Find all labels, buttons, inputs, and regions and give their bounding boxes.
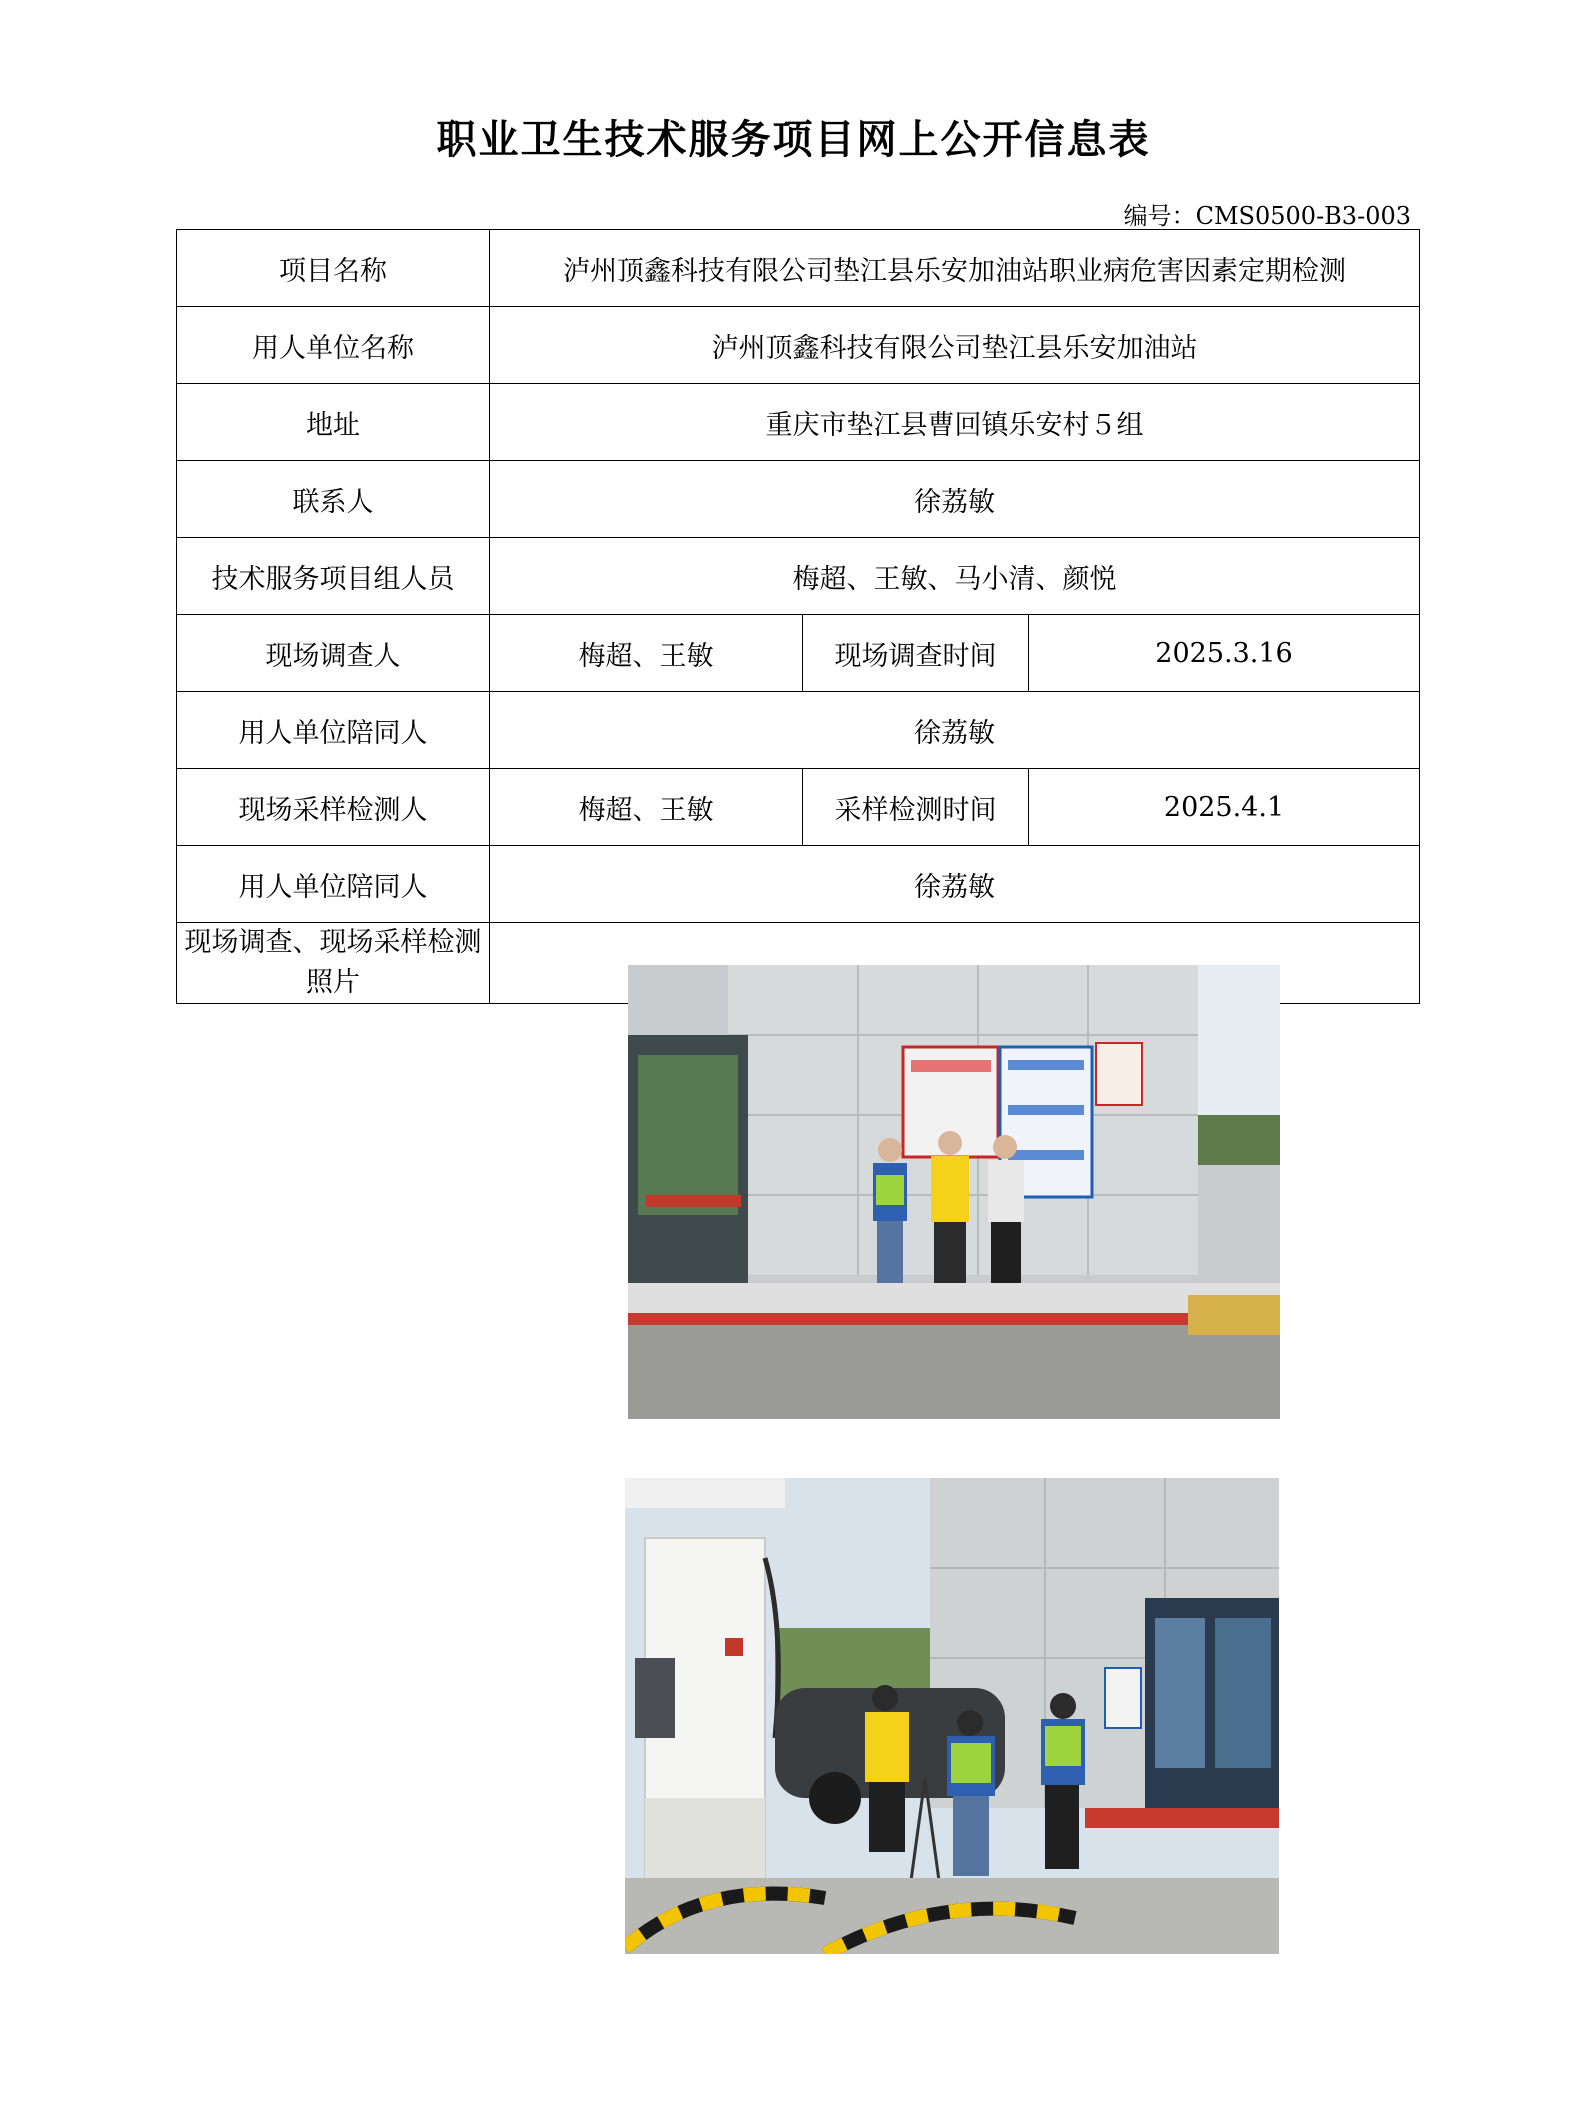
team-label: 技术服务项目组人员 [177, 538, 490, 615]
site-survey-photo [628, 965, 1280, 1419]
row-sampling [177, 769, 1420, 846]
photos-cell [490, 923, 1420, 1004]
row-sampling-escort [177, 846, 1420, 923]
sampling-time-label: 采样检测时间 [803, 769, 1029, 846]
sampling-time-value: 2025.4.1 [1029, 769, 1420, 846]
document-number: 编号：CMS0500-B3-003 [1123, 202, 1411, 230]
photos-label: 现场调查、现场采样检测照片 [177, 923, 490, 1004]
sampling-label: 现场采样检测人 [177, 769, 490, 846]
employer-label: 用人单位名称 [177, 307, 490, 384]
survey-escort-value: 徐荔敏 [490, 692, 1420, 769]
row-survey-escort [177, 692, 1420, 769]
survey-value: 梅超、王敏 [490, 615, 803, 692]
row-survey [177, 615, 1420, 692]
address-label: 地址 [177, 384, 490, 461]
survey-label: 现场调查人 [177, 615, 490, 692]
survey-escort-label: 用人单位陪同人 [177, 692, 490, 769]
row-project-name [177, 230, 1420, 307]
row-team [177, 538, 1420, 615]
survey-time-value: 2025.3.16 [1029, 615, 1420, 692]
survey-time-label: 现场调查时间 [803, 615, 1029, 692]
sampling-value: 梅超、王敏 [490, 769, 803, 846]
sampling-escort-value: 徐荔敏 [490, 846, 1420, 923]
row-contact [177, 461, 1420, 538]
contact-label: 联系人 [177, 461, 490, 538]
employer-value: 泸州顶鑫科技有限公司垫江县乐安加油站 [490, 307, 1420, 384]
project-name-label: 项目名称 [177, 230, 490, 307]
project-name-value: 泸州顶鑫科技有限公司垫江县乐安加油站职业病危害因素定期检测 [490, 230, 1420, 307]
address-value: 重庆市垫江县曹回镇乐安村５组 [490, 384, 1420, 461]
sampling-escort-label: 用人单位陪同人 [177, 846, 490, 923]
page-title: 职业卫生技术服务项目网上公开信息表 [436, 117, 1151, 163]
team-value: 梅超、王敏、马小清、颜悦 [490, 538, 1420, 615]
contact-value: 徐荔敏 [490, 461, 1420, 538]
info-table [176, 229, 1420, 1004]
row-address [177, 384, 1420, 461]
row-employer [177, 307, 1420, 384]
site-sampling-photo [625, 1478, 1279, 1954]
row-photos [177, 923, 1420, 1004]
